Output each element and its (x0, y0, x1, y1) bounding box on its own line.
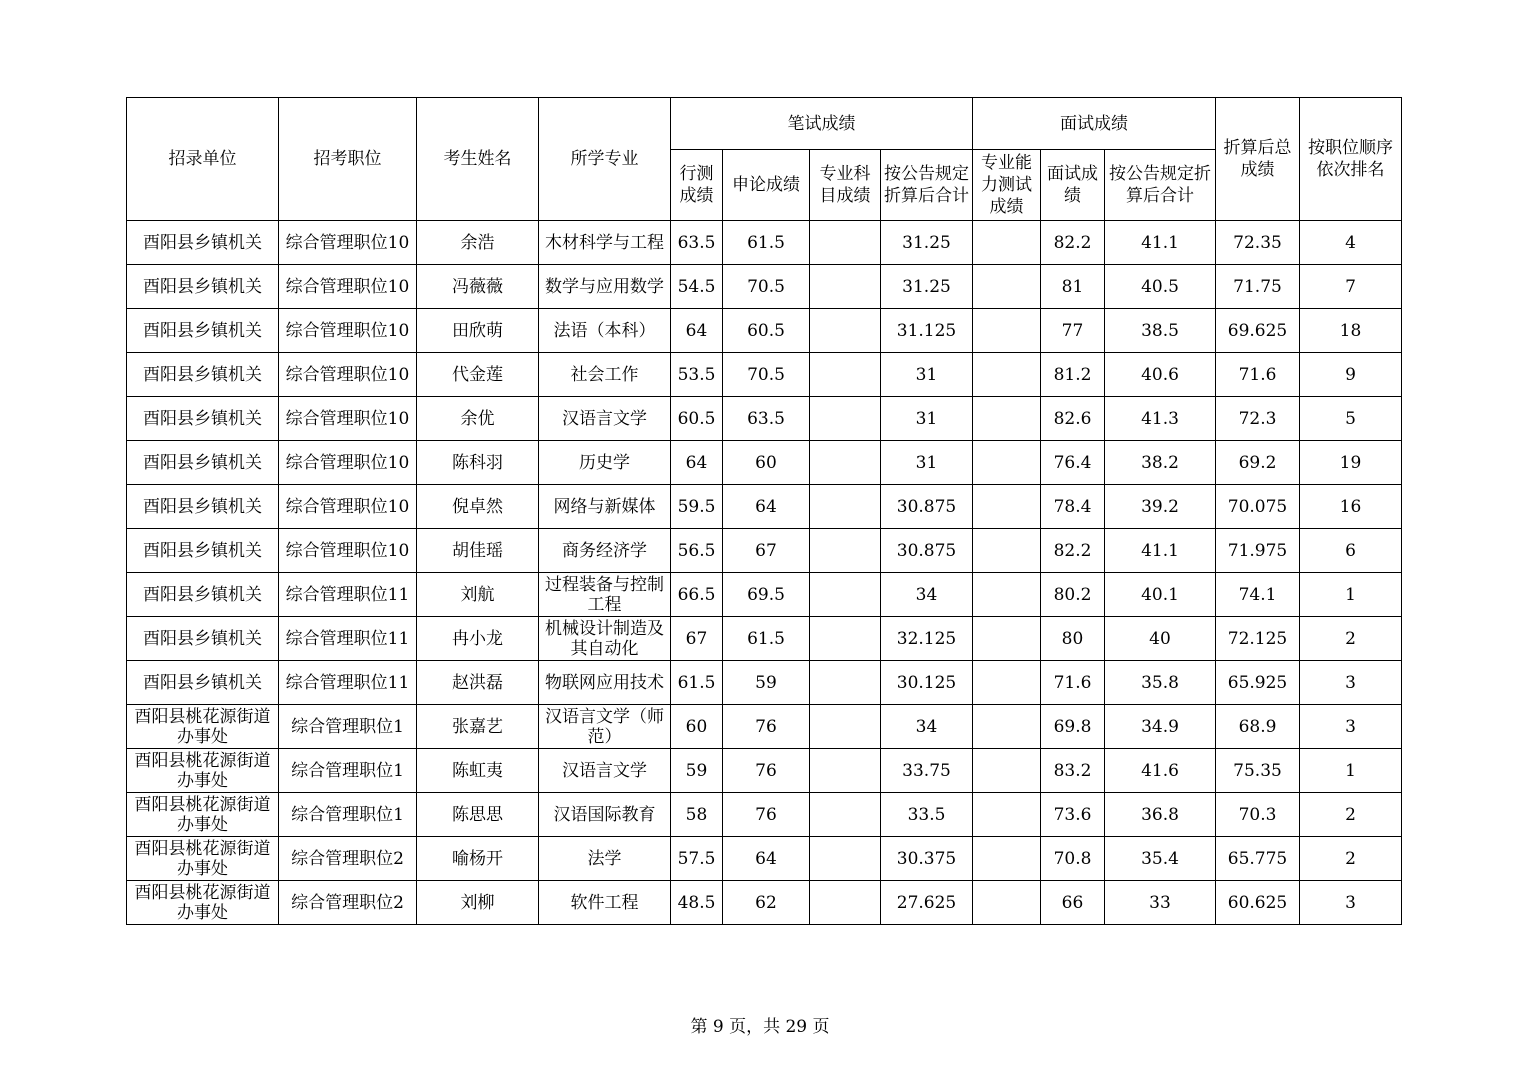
cell-unit: 酉阳县乡镇机关 (127, 221, 279, 265)
cell-shenlun: 60.5 (723, 309, 810, 353)
table-row (127, 837, 1402, 881)
cell-name: 刘柳 (417, 881, 539, 925)
cell-xingce: 53.5 (671, 353, 723, 397)
cell-name: 冯薇薇 (417, 265, 539, 309)
cell-interview: 82.2 (1041, 221, 1105, 265)
cell-xingce: 64 (671, 309, 723, 353)
cell-written-total: 34 (881, 705, 973, 749)
cell-position: 综合管理职位10 (279, 265, 417, 309)
cell-interview-total: 34.9 (1105, 705, 1216, 749)
header-ability: 专业能力测试成绩 (973, 150, 1041, 221)
header-written-group: 笔试成绩 (671, 98, 973, 150)
cell-unit: 酉阳县桃花源街道办事处 (127, 837, 279, 881)
cell-major: 法学 (539, 837, 671, 881)
table-body (127, 221, 1402, 925)
cell-rank: 19 (1300, 441, 1402, 485)
cell-ability (973, 441, 1041, 485)
cell-unit: 酉阳县乡镇机关 (127, 573, 279, 617)
cell-name: 代金莲 (417, 353, 539, 397)
cell-unit: 酉阳县乡镇机关 (127, 265, 279, 309)
cell-name: 胡佳瑶 (417, 529, 539, 573)
header-interview-group: 面试成绩 (973, 98, 1216, 150)
cell-major: 物联网应用技术 (539, 661, 671, 705)
cell-major: 汉语言文学 (539, 749, 671, 793)
cell-xingce: 59.5 (671, 485, 723, 529)
cell-ability (973, 353, 1041, 397)
cell-shenlun: 60 (723, 441, 810, 485)
cell-ability (973, 573, 1041, 617)
header-position: 招考职位 (279, 98, 417, 221)
cell-final: 75.35 (1216, 749, 1300, 793)
cell-position: 综合管理职位2 (279, 837, 417, 881)
cell-ability (973, 309, 1041, 353)
cell-interview-total: 39.2 (1105, 485, 1216, 529)
table-row (127, 705, 1402, 749)
cell-name: 田欣萌 (417, 309, 539, 353)
cell-name: 陈思思 (417, 793, 539, 837)
cell-ability (973, 749, 1041, 793)
cell-unit: 酉阳县桃花源街道办事处 (127, 749, 279, 793)
cell-interview-total: 38.5 (1105, 309, 1216, 353)
cell-ability (973, 617, 1041, 661)
cell-shenlun: 76 (723, 793, 810, 837)
cell-position: 综合管理职位11 (279, 617, 417, 661)
cell-interview: 69.8 (1041, 705, 1105, 749)
table-row (127, 661, 1402, 705)
cell-written-total: 30.875 (881, 529, 973, 573)
cell-xingce: 48.5 (671, 881, 723, 925)
cell-unit: 酉阳县乡镇机关 (127, 353, 279, 397)
cell-interview: 77 (1041, 309, 1105, 353)
cell-written-total: 33.5 (881, 793, 973, 837)
cell-zhuanye (810, 265, 881, 309)
cell-final: 71.975 (1216, 529, 1300, 573)
cell-name: 倪卓然 (417, 485, 539, 529)
cell-interview: 76.4 (1041, 441, 1105, 485)
cell-shenlun: 69.5 (723, 573, 810, 617)
cell-interview: 73.6 (1041, 793, 1105, 837)
cell-zhuanye (810, 837, 881, 881)
cell-xingce: 61.5 (671, 661, 723, 705)
cell-written-total: 31 (881, 353, 973, 397)
cell-unit: 酉阳县乡镇机关 (127, 397, 279, 441)
cell-major: 社会工作 (539, 353, 671, 397)
cell-name: 刘航 (417, 573, 539, 617)
cell-interview: 80 (1041, 617, 1105, 661)
cell-position: 综合管理职位10 (279, 397, 417, 441)
table-row (127, 617, 1402, 661)
cell-position: 综合管理职位1 (279, 793, 417, 837)
cell-interview-total: 40.6 (1105, 353, 1216, 397)
cell-unit: 酉阳县乡镇机关 (127, 661, 279, 705)
cell-interview-total: 36.8 (1105, 793, 1216, 837)
header-written-total: 按公告规定折算后合计 (881, 150, 973, 221)
cell-major: 汉语言文学（师范） (539, 705, 671, 749)
cell-interview-total: 33 (1105, 881, 1216, 925)
cell-written-total: 31 (881, 441, 973, 485)
cell-zhuanye (810, 309, 881, 353)
cell-ability (973, 485, 1041, 529)
cell-zhuanye (810, 793, 881, 837)
cell-shenlun: 63.5 (723, 397, 810, 441)
cell-major: 软件工程 (539, 881, 671, 925)
header-final: 折算后总成绩 (1216, 98, 1300, 221)
cell-shenlun: 76 (723, 749, 810, 793)
cell-interview-total: 41.1 (1105, 529, 1216, 573)
cell-position: 综合管理职位10 (279, 441, 417, 485)
cell-interview-total: 41.3 (1105, 397, 1216, 441)
cell-ability (973, 837, 1041, 881)
cell-written-total: 33.75 (881, 749, 973, 793)
cell-interview-total: 35.4 (1105, 837, 1216, 881)
table-row (127, 881, 1402, 925)
cell-ability (973, 705, 1041, 749)
cell-written-total: 31.125 (881, 309, 973, 353)
cell-position: 综合管理职位11 (279, 661, 417, 705)
score-table (126, 97, 1402, 925)
cell-name: 张嘉艺 (417, 705, 539, 749)
cell-major: 法语（本科） (539, 309, 671, 353)
cell-name: 陈科羽 (417, 441, 539, 485)
cell-interview: 83.2 (1041, 749, 1105, 793)
cell-unit: 酉阳县桃花源街道办事处 (127, 705, 279, 749)
cell-rank: 3 (1300, 705, 1402, 749)
cell-unit: 酉阳县桃花源街道办事处 (127, 793, 279, 837)
page-number: 第 9 页，共 29 页 (690, 1017, 830, 1037)
cell-written-total: 31.25 (881, 221, 973, 265)
cell-shenlun: 62 (723, 881, 810, 925)
cell-position: 综合管理职位10 (279, 309, 417, 353)
cell-zhuanye (810, 397, 881, 441)
cell-position: 综合管理职位10 (279, 529, 417, 573)
cell-final: 71.6 (1216, 353, 1300, 397)
cell-shenlun: 76 (723, 705, 810, 749)
cell-interview-total: 38.2 (1105, 441, 1216, 485)
cell-interview-total: 41.6 (1105, 749, 1216, 793)
cell-ability (973, 529, 1041, 573)
cell-name: 余浩 (417, 221, 539, 265)
cell-zhuanye (810, 353, 881, 397)
header-interview: 面试成绩 (1041, 150, 1105, 221)
table-row (127, 353, 1402, 397)
cell-major: 汉语国际教育 (539, 793, 671, 837)
header-zhuanye: 专业科目成绩 (810, 150, 881, 221)
table-row (127, 485, 1402, 529)
cell-position: 综合管理职位1 (279, 749, 417, 793)
cell-zhuanye (810, 661, 881, 705)
cell-rank: 4 (1300, 221, 1402, 265)
cell-xingce: 56.5 (671, 529, 723, 573)
header-shenlun: 申论成绩 (723, 150, 810, 221)
cell-interview: 82.2 (1041, 529, 1105, 573)
cell-ability (973, 881, 1041, 925)
cell-interview-total: 40.5 (1105, 265, 1216, 309)
table-row (127, 265, 1402, 309)
cell-ability (973, 265, 1041, 309)
cell-written-total: 34 (881, 573, 973, 617)
cell-interview: 66 (1041, 881, 1105, 925)
cell-interview: 70.8 (1041, 837, 1105, 881)
cell-xingce: 57.5 (671, 837, 723, 881)
cell-rank: 16 (1300, 485, 1402, 529)
cell-final: 72.125 (1216, 617, 1300, 661)
cell-rank: 6 (1300, 529, 1402, 573)
cell-interview-total: 40 (1105, 617, 1216, 661)
cell-name: 喻杨开 (417, 837, 539, 881)
cell-final: 70.075 (1216, 485, 1300, 529)
cell-position: 综合管理职位10 (279, 353, 417, 397)
cell-ability (973, 793, 1041, 837)
cell-rank: 3 (1300, 881, 1402, 925)
header-xingce: 行测成绩 (671, 150, 723, 221)
cell-unit: 酉阳县乡镇机关 (127, 485, 279, 529)
cell-unit: 酉阳县乡镇机关 (127, 529, 279, 573)
table-row (127, 441, 1402, 485)
header-interview-total: 按公告规定折算后合计 (1105, 150, 1216, 221)
cell-xingce: 60 (671, 705, 723, 749)
cell-interview: 71.6 (1041, 661, 1105, 705)
cell-xingce: 67 (671, 617, 723, 661)
cell-rank: 1 (1300, 749, 1402, 793)
cell-unit: 酉阳县乡镇机关 (127, 309, 279, 353)
table-row (127, 397, 1402, 441)
cell-shenlun: 70.5 (723, 265, 810, 309)
cell-xingce: 63.5 (671, 221, 723, 265)
cell-xingce: 58 (671, 793, 723, 837)
cell-final: 60.625 (1216, 881, 1300, 925)
cell-interview-total: 40.1 (1105, 573, 1216, 617)
cell-major: 数学与应用数学 (539, 265, 671, 309)
cell-position: 综合管理职位11 (279, 573, 417, 617)
cell-interview: 78.4 (1041, 485, 1105, 529)
cell-zhuanye (810, 881, 881, 925)
cell-zhuanye (810, 441, 881, 485)
cell-written-total: 31.25 (881, 265, 973, 309)
cell-written-total: 32.125 (881, 617, 973, 661)
cell-shenlun: 64 (723, 485, 810, 529)
cell-ability (973, 397, 1041, 441)
cell-written-total: 30.125 (881, 661, 973, 705)
cell-major: 商务经济学 (539, 529, 671, 573)
cell-final: 71.75 (1216, 265, 1300, 309)
cell-position: 综合管理职位2 (279, 881, 417, 925)
cell-xingce: 54.5 (671, 265, 723, 309)
cell-shenlun: 61.5 (723, 221, 810, 265)
cell-major: 网络与新媒体 (539, 485, 671, 529)
cell-unit: 酉阳县乡镇机关 (127, 617, 279, 661)
table-row (127, 221, 1402, 265)
cell-position: 综合管理职位10 (279, 485, 417, 529)
cell-interview-total: 35.8 (1105, 661, 1216, 705)
cell-final: 74.1 (1216, 573, 1300, 617)
cell-rank: 2 (1300, 837, 1402, 881)
cell-zhuanye (810, 705, 881, 749)
cell-final: 69.2 (1216, 441, 1300, 485)
cell-ability (973, 221, 1041, 265)
cell-name: 陈虹夷 (417, 749, 539, 793)
cell-zhuanye (810, 221, 881, 265)
table-row (127, 573, 1402, 617)
cell-rank: 18 (1300, 309, 1402, 353)
header-name: 考生姓名 (417, 98, 539, 221)
header-rank: 按职位顺序依次排名 (1300, 98, 1402, 221)
cell-ability (973, 661, 1041, 705)
cell-major: 机械设计制造及其自动化 (539, 617, 671, 661)
cell-written-total: 30.875 (881, 485, 973, 529)
cell-rank: 3 (1300, 661, 1402, 705)
cell-major: 汉语言文学 (539, 397, 671, 441)
cell-xingce: 66.5 (671, 573, 723, 617)
cell-zhuanye (810, 573, 881, 617)
cell-zhuanye (810, 749, 881, 793)
cell-zhuanye (810, 617, 881, 661)
cell-final: 70.3 (1216, 793, 1300, 837)
cell-unit: 酉阳县乡镇机关 (127, 441, 279, 485)
header-major: 所学专业 (539, 98, 671, 221)
cell-name: 冉小龙 (417, 617, 539, 661)
cell-xingce: 64 (671, 441, 723, 485)
cell-interview: 81.2 (1041, 353, 1105, 397)
cell-rank: 5 (1300, 397, 1402, 441)
cell-interview: 81 (1041, 265, 1105, 309)
cell-rank: 2 (1300, 793, 1402, 837)
cell-written-total: 31 (881, 397, 973, 441)
cell-rank: 1 (1300, 573, 1402, 617)
cell-major: 木材科学与工程 (539, 221, 671, 265)
cell-final: 69.625 (1216, 309, 1300, 353)
cell-shenlun: 67 (723, 529, 810, 573)
cell-shenlun: 59 (723, 661, 810, 705)
cell-unit: 酉阳县桃花源街道办事处 (127, 881, 279, 925)
cell-zhuanye (810, 485, 881, 529)
cell-interview: 82.6 (1041, 397, 1105, 441)
cell-final: 72.35 (1216, 221, 1300, 265)
cell-final: 68.9 (1216, 705, 1300, 749)
table-row (127, 749, 1402, 793)
cell-interview-total: 41.1 (1105, 221, 1216, 265)
cell-rank: 9 (1300, 353, 1402, 397)
cell-position: 综合管理职位10 (279, 221, 417, 265)
cell-written-total: 27.625 (881, 881, 973, 925)
cell-position: 综合管理职位1 (279, 705, 417, 749)
cell-xingce: 60.5 (671, 397, 723, 441)
cell-rank: 2 (1300, 617, 1402, 661)
cell-name: 赵洪磊 (417, 661, 539, 705)
cell-shenlun: 70.5 (723, 353, 810, 397)
table-row (127, 309, 1402, 353)
table-row (127, 529, 1402, 573)
cell-zhuanye (810, 529, 881, 573)
table-row (127, 793, 1402, 837)
cell-major: 历史学 (539, 441, 671, 485)
cell-name: 余优 (417, 397, 539, 441)
header-unit: 招录单位 (127, 98, 279, 221)
cell-shenlun: 61.5 (723, 617, 810, 661)
cell-rank: 7 (1300, 265, 1402, 309)
cell-interview: 80.2 (1041, 573, 1105, 617)
cell-shenlun: 64 (723, 837, 810, 881)
cell-final: 72.3 (1216, 397, 1300, 441)
cell-xingce: 59 (671, 749, 723, 793)
cell-final: 65.925 (1216, 661, 1300, 705)
cell-written-total: 30.375 (881, 837, 973, 881)
cell-major: 过程装备与控制工程 (539, 573, 671, 617)
cell-final: 65.775 (1216, 837, 1300, 881)
